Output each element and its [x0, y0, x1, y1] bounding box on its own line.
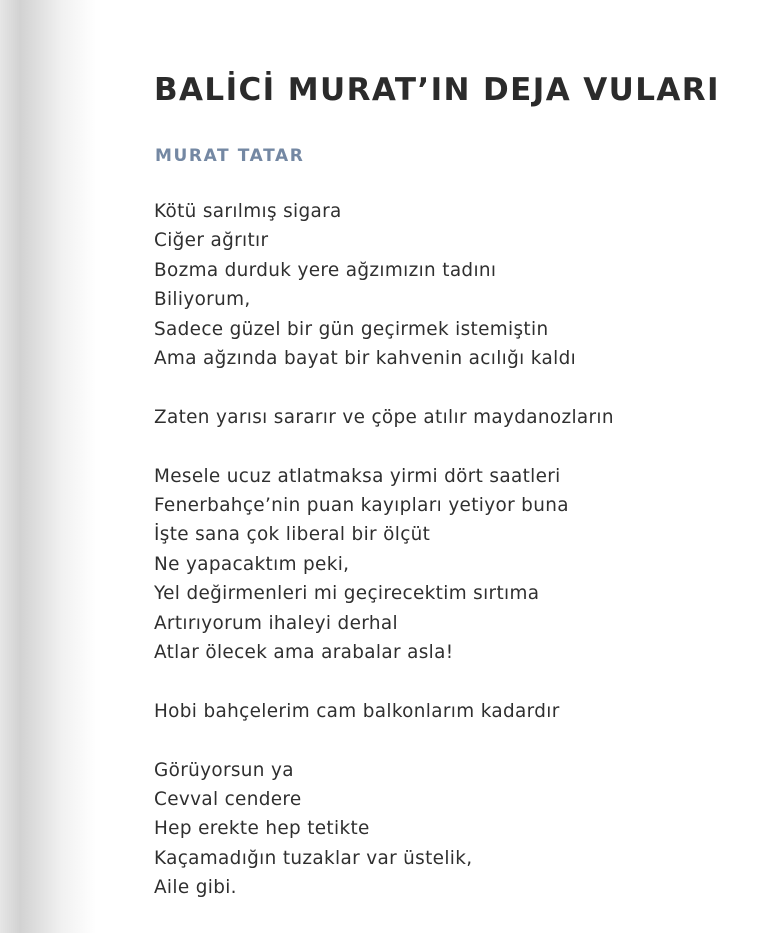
poem-line: Zaten yarısı sararır ve çöpe atılır maydanozların	[154, 406, 614, 428]
poem-line: Sadece güzel bir gün geçirmek istemiştin	[154, 318, 549, 340]
stanza-4	[154, 697, 754, 726]
poem-line: Hobi bahçelerim cam balkonlarım kadardır	[154, 700, 560, 722]
poem-author: MURAT TATAR	[155, 146, 305, 166]
poem-line: Biliyorum,	[154, 289, 251, 311]
poem-line: Atlar ölecek ama arabalar asla!	[154, 642, 454, 664]
stanza-5	[154, 756, 754, 903]
poem-line: Bozma durduk yere ağzımızın tadını	[154, 259, 497, 281]
poem-body	[154, 197, 754, 932]
poem-line: Kaçamadığın tuzaklar var üstelik,	[154, 847, 473, 869]
poem-line: Mesele ucuz atlatmaksa yirmi dört saatleri	[154, 465, 561, 487]
poem-line: Yel değirmenleri mi geçirecektim sırtıma	[154, 583, 540, 605]
book-binding-shadow	[0, 0, 100, 933]
poem-line: Ne yapacaktım peki,	[154, 553, 350, 575]
stanza-1	[154, 197, 754, 373]
poem-page	[154, 0, 754, 933]
poem-line: Cevval cendere	[154, 789, 302, 811]
poem-line: Fenerbahçe’nin puan kayıpları yetiyor buna	[154, 495, 569, 517]
stanza-3	[154, 462, 754, 668]
poem-line: Ciğer ağrıtır	[154, 230, 269, 252]
poem-line: Artırıyorum ihaleyi derhal	[154, 612, 398, 634]
poem-line: Aile gibi.	[154, 877, 237, 899]
poem-line: Görüyorsun ya	[154, 759, 294, 781]
poem-title: BALİCİ MURAT’IN DEJA VULARI	[154, 72, 720, 108]
poem-line: Hep erekte hep tetikte	[154, 818, 370, 840]
poem-line: İşte sana çok liberal bir ölçüt	[154, 524, 431, 546]
poem-line: Ama ağzında bayat bir kahvenin acılığı kaldı	[154, 348, 577, 370]
stanza-2	[154, 403, 754, 432]
poem-line: Kötü sarılmış sigara	[154, 201, 342, 222]
